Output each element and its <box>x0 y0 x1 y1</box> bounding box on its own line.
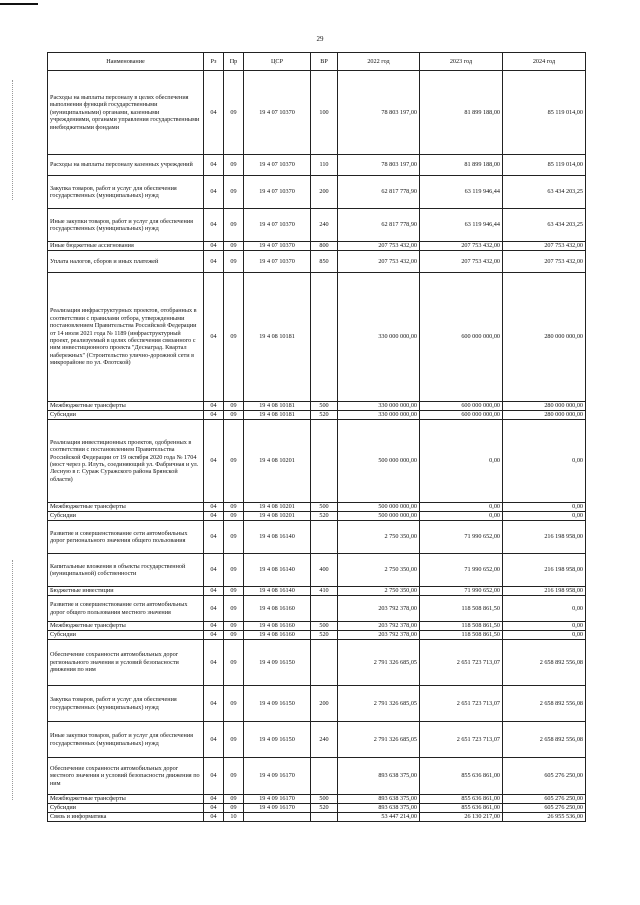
budget-table <box>47 52 586 822</box>
column-header-rz: Рз <box>204 53 224 71</box>
row-name: Развитие и совершенствование сети автомобильных дорог регионального значения общего пользования <box>48 521 204 554</box>
row-vr: 520 <box>311 631 338 640</box>
row-amount-2023: 855 636 861,00 <box>420 795 503 804</box>
row-amount-2022: 500 000 000,00 <box>338 512 420 521</box>
table-row <box>48 155 586 176</box>
table-row <box>48 411 586 420</box>
row-name: Межбюджетные трансферты <box>48 503 204 512</box>
table-row <box>48 176 586 209</box>
row-amount-2024: 207 753 432,00 <box>503 251 586 273</box>
row-amount-2022: 2 750 350,00 <box>338 554 420 587</box>
table-row <box>48 795 586 804</box>
row-name: Уплата налогов, сборов и иных платежей <box>48 251 204 273</box>
row-amount-2024: 26 955 536,00 <box>503 813 586 822</box>
row-name: Субсидии <box>48 631 204 640</box>
row-rz: 04 <box>204 411 224 420</box>
row-rz: 04 <box>204 640 224 686</box>
row-amount-2024: 85 119 014,00 <box>503 155 586 176</box>
row-vr: 500 <box>311 622 338 631</box>
row-amount-2022: 53 447 214,00 <box>338 813 420 822</box>
row-amount-2024: 605 276 250,00 <box>503 795 586 804</box>
row-amount-2024: 63 434 203,25 <box>503 176 586 209</box>
table-row <box>48 503 586 512</box>
row-pr: 09 <box>224 176 244 209</box>
row-amount-2023: 2 651 723 713,07 <box>420 686 503 722</box>
row-amount-2024: 2 658 892 556,08 <box>503 722 586 758</box>
column-header-2023: 2023 год <box>420 53 503 71</box>
column-header-vr: ВР <box>311 53 338 71</box>
table-row <box>48 402 586 411</box>
row-vr <box>311 813 338 822</box>
row-name: Капитальные вложения в объекты государственной (муниципальной) собственности <box>48 554 204 587</box>
table-row <box>48 758 586 795</box>
row-csr: 19 4 09 16150 <box>244 640 311 686</box>
row-amount-2022: 893 638 375,00 <box>338 758 420 795</box>
row-rz: 04 <box>204 402 224 411</box>
row-amount-2023: 118 508 861,50 <box>420 622 503 631</box>
table-row <box>48 521 586 554</box>
header-row <box>48 53 586 71</box>
row-name: Межбюджетные трансферты <box>48 622 204 631</box>
row-pr: 09 <box>224 420 244 503</box>
row-pr: 09 <box>224 155 244 176</box>
row-name: Иные бюджетные ассигнования <box>48 242 204 251</box>
row-csr: 19 4 08 16140 <box>244 521 311 554</box>
row-name: Расходы на выплаты персоналу в целях обеспечения выполнения функций государственными (муниципальными) органами, казенными учреждениями, органами управления государственными внебюджетными фондами <box>48 71 204 155</box>
row-amount-2022: 62 817 778,90 <box>338 209 420 242</box>
row-amount-2023: 207 753 432,00 <box>420 251 503 273</box>
row-pr: 10 <box>224 813 244 822</box>
row-amount-2022: 62 817 778,90 <box>338 176 420 209</box>
row-vr: 240 <box>311 209 338 242</box>
column-header-2024: 2024 год <box>503 53 586 71</box>
row-amount-2024: 0,00 <box>503 631 586 640</box>
row-amount-2024: 0,00 <box>503 503 586 512</box>
row-csr: 19 4 07 10370 <box>244 155 311 176</box>
row-amount-2022: 207 753 432,00 <box>338 251 420 273</box>
row-csr: 19 4 08 10181 <box>244 402 311 411</box>
row-csr: 19 4 08 10201 <box>244 512 311 521</box>
row-amount-2024: 280 000 000,00 <box>503 402 586 411</box>
row-vr: 850 <box>311 251 338 273</box>
row-amount-2022: 330 000 000,00 <box>338 411 420 420</box>
row-csr: 19 4 07 10370 <box>244 176 311 209</box>
page-number: 29 <box>316 35 324 43</box>
row-amount-2022: 2 791 326 685,05 <box>338 722 420 758</box>
row-vr <box>311 420 338 503</box>
row-amount-2024: 0,00 <box>503 420 586 503</box>
row-pr: 09 <box>224 273 244 402</box>
row-name: Расходы на выплаты персоналу казенных учреждений <box>48 155 204 176</box>
row-pr: 09 <box>224 795 244 804</box>
row-amount-2023: 0,00 <box>420 512 503 521</box>
row-pr: 09 <box>224 622 244 631</box>
row-vr: 400 <box>311 554 338 587</box>
row-amount-2022: 78 803 197,00 <box>338 155 420 176</box>
row-amount-2022: 203 792 378,00 <box>338 622 420 631</box>
row-rz: 04 <box>204 273 224 402</box>
row-vr <box>311 758 338 795</box>
row-pr: 09 <box>224 71 244 155</box>
row-rz: 04 <box>204 587 224 596</box>
row-amount-2024: 2 658 892 556,08 <box>503 686 586 722</box>
row-rz: 04 <box>204 686 224 722</box>
row-vr: 110 <box>311 155 338 176</box>
row-name: Закупка товаров, работ и услуг для обеспечения государственных (муниципальных) нужд <box>48 176 204 209</box>
row-vr: 200 <box>311 176 338 209</box>
row-amount-2024: 63 434 203,25 <box>503 209 586 242</box>
row-vr: 500 <box>311 503 338 512</box>
table-row <box>48 722 586 758</box>
row-amount-2022: 893 638 375,00 <box>338 804 420 813</box>
row-amount-2023: 855 636 861,00 <box>420 804 503 813</box>
row-amount-2024: 280 000 000,00 <box>503 411 586 420</box>
table-row <box>48 512 586 521</box>
row-rz: 04 <box>204 251 224 273</box>
row-pr: 09 <box>224 554 244 587</box>
row-name: Связь и информатика <box>48 813 204 822</box>
row-amount-2023: 63 119 946,44 <box>420 209 503 242</box>
corner-mark <box>0 3 38 5</box>
table-row <box>48 631 586 640</box>
row-pr: 09 <box>224 503 244 512</box>
row-pr: 09 <box>224 251 244 273</box>
row-csr <box>244 813 311 822</box>
row-amount-2024: 2 658 892 556,08 <box>503 640 586 686</box>
row-amount-2023: 600 000 000,00 <box>420 411 503 420</box>
table-row <box>48 622 586 631</box>
row-amount-2022: 893 638 375,00 <box>338 795 420 804</box>
row-name: Закупка товаров, работ и услуг для обеспечения государственных (муниципальных) нужд <box>48 686 204 722</box>
row-rz: 04 <box>204 242 224 251</box>
row-pr: 09 <box>224 596 244 622</box>
row-pr: 09 <box>224 804 244 813</box>
table-row <box>48 242 586 251</box>
row-vr <box>311 596 338 622</box>
row-amount-2024: 0,00 <box>503 622 586 631</box>
row-pr: 09 <box>224 640 244 686</box>
row-csr: 19 4 07 10370 <box>244 251 311 273</box>
table-row <box>48 71 586 155</box>
row-amount-2022: 2 750 350,00 <box>338 587 420 596</box>
row-rz: 04 <box>204 554 224 587</box>
row-amount-2023: 0,00 <box>420 503 503 512</box>
column-header-2022: 2022 год <box>338 53 420 71</box>
row-amount-2022: 2 791 326 685,05 <box>338 640 420 686</box>
row-amount-2023: 118 508 861,50 <box>420 596 503 622</box>
row-amount-2022: 207 753 432,00 <box>338 242 420 251</box>
row-amount-2022: 203 792 378,00 <box>338 631 420 640</box>
row-vr: 410 <box>311 587 338 596</box>
row-amount-2024: 0,00 <box>503 596 586 622</box>
row-csr: 19 4 09 16170 <box>244 758 311 795</box>
row-csr: 19 4 08 10201 <box>244 420 311 503</box>
row-amount-2024: 280 000 000,00 <box>503 273 586 402</box>
row-name: Иные закупки товаров, работ и услуг для обеспечения государственных (муниципальных) нужд <box>48 722 204 758</box>
row-name: Межбюджетные трансферты <box>48 402 204 411</box>
row-vr: 520 <box>311 411 338 420</box>
row-vr: 800 <box>311 242 338 251</box>
row-vr: 200 <box>311 686 338 722</box>
row-amount-2024: 216 198 958,00 <box>503 521 586 554</box>
table-row <box>48 686 586 722</box>
row-vr <box>311 640 338 686</box>
row-amount-2024: 605 276 250,00 <box>503 804 586 813</box>
row-amount-2022: 203 792 378,00 <box>338 596 420 622</box>
row-vr: 500 <box>311 402 338 411</box>
row-pr: 09 <box>224 686 244 722</box>
row-amount-2022: 500 000 000,00 <box>338 420 420 503</box>
table-row <box>48 251 586 273</box>
row-pr: 09 <box>224 402 244 411</box>
row-name: Обеспечение сохранности автомобильных дорог регионального значения и условий безопасности движения по ним <box>48 640 204 686</box>
row-amount-2024: 605 276 250,00 <box>503 758 586 795</box>
row-amount-2022: 2 750 350,00 <box>338 521 420 554</box>
row-amount-2023: 81 899 188,00 <box>420 155 503 176</box>
row-csr: 19 4 08 10181 <box>244 411 311 420</box>
column-header-csr: ЦСР <box>244 53 311 71</box>
row-vr <box>311 273 338 402</box>
row-amount-2022: 500 000 000,00 <box>338 503 420 512</box>
row-rz: 04 <box>204 155 224 176</box>
binding-dots <box>12 80 15 200</box>
table-row <box>48 420 586 503</box>
row-vr <box>311 521 338 554</box>
row-rz: 04 <box>204 596 224 622</box>
row-amount-2023: 855 636 861,00 <box>420 758 503 795</box>
row-csr: 19 4 08 10181 <box>244 273 311 402</box>
table-row <box>48 813 586 822</box>
row-vr: 240 <box>311 722 338 758</box>
row-csr: 19 4 09 16150 <box>244 722 311 758</box>
row-rz: 04 <box>204 813 224 822</box>
row-amount-2024: 0,00 <box>503 512 586 521</box>
column-header-name: Наименование <box>48 53 204 71</box>
row-amount-2022: 330 000 000,00 <box>338 273 420 402</box>
row-name: Обеспечение сохранности автомобильных дорог местного значения и условий безопасности движения по ним <box>48 758 204 795</box>
row-csr: 19 4 08 16140 <box>244 554 311 587</box>
row-pr: 09 <box>224 521 244 554</box>
row-rz: 04 <box>204 631 224 640</box>
table-row <box>48 804 586 813</box>
row-amount-2024: 216 198 958,00 <box>503 554 586 587</box>
row-name: Субсидии <box>48 411 204 420</box>
row-pr: 09 <box>224 758 244 795</box>
row-rz: 04 <box>204 795 224 804</box>
row-amount-2024: 207 753 432,00 <box>503 242 586 251</box>
row-pr: 09 <box>224 411 244 420</box>
row-pr: 09 <box>224 722 244 758</box>
row-csr: 19 4 08 16160 <box>244 596 311 622</box>
row-pr: 09 <box>224 209 244 242</box>
row-amount-2023: 63 119 946,44 <box>420 176 503 209</box>
row-amount-2023: 118 508 861,50 <box>420 631 503 640</box>
row-amount-2022: 2 791 326 685,05 <box>338 686 420 722</box>
column-header-pr: Пр <box>224 53 244 71</box>
row-rz: 04 <box>204 71 224 155</box>
row-csr: 19 4 08 16140 <box>244 587 311 596</box>
row-csr: 19 4 07 10370 <box>244 242 311 251</box>
row-csr: 19 4 07 10370 <box>244 71 311 155</box>
row-amount-2023: 71 990 652,00 <box>420 587 503 596</box>
row-rz: 04 <box>204 503 224 512</box>
row-name: Реализация инфраструктурных проектов, отобранных в соответствии с правилами отбора, утвержденными постановлением Правительства Российской Федерации от 14 июля 2021 года № 1189 (инфраструктурный проект, реализуемый в целях обеспечения связанного с ним инвестиционного проекта "Деснаград. Квартал набережных" (Строительство улично-дорожной сети в микрорайоне по ул. Флотской) <box>48 273 204 402</box>
table-row <box>48 273 586 402</box>
row-pr: 09 <box>224 631 244 640</box>
row-amount-2024: 85 119 014,00 <box>503 71 586 155</box>
row-rz: 04 <box>204 804 224 813</box>
row-pr: 09 <box>224 242 244 251</box>
row-amount-2023: 81 899 188,00 <box>420 71 503 155</box>
row-rz: 04 <box>204 521 224 554</box>
row-name: Реализация инвестиционных проектов, одобренных в соответствии с постановлением Правительства Российской Федерации от 19 октября 2020 года № 1704 (мост через р. Илуть, соединяющий ул. Фабричная и ул. Лесную в г. Сураж Суражского района Брянской области) <box>48 420 204 503</box>
row-amount-2023: 2 651 723 713,07 <box>420 722 503 758</box>
row-rz: 04 <box>204 622 224 631</box>
row-rz: 04 <box>204 209 224 242</box>
row-rz: 04 <box>204 512 224 521</box>
row-amount-2023: 600 000 000,00 <box>420 273 503 402</box>
row-amount-2023: 26 130 217,00 <box>420 813 503 822</box>
row-name: Субсидии <box>48 804 204 813</box>
row-vr: 100 <box>311 71 338 155</box>
row-csr: 19 4 09 16150 <box>244 686 311 722</box>
row-amount-2023: 207 753 432,00 <box>420 242 503 251</box>
row-amount-2023: 600 000 000,00 <box>420 402 503 411</box>
row-amount-2022: 330 000 000,00 <box>338 402 420 411</box>
row-name: Иные закупки товаров, работ и услуг для обеспечения государственных (муниципальных) нужд <box>48 209 204 242</box>
row-pr: 09 <box>224 587 244 596</box>
row-name: Субсидии <box>48 512 204 521</box>
row-vr: 520 <box>311 512 338 521</box>
row-vr: 520 <box>311 804 338 813</box>
row-name: Межбюджетные трансферты <box>48 795 204 804</box>
row-name: Бюджетные инвестиции <box>48 587 204 596</box>
binding-dots <box>12 560 15 800</box>
row-rz: 04 <box>204 758 224 795</box>
table-row <box>48 640 586 686</box>
row-vr: 500 <box>311 795 338 804</box>
row-rz: 04 <box>204 722 224 758</box>
table-row <box>48 554 586 587</box>
row-rz: 04 <box>204 176 224 209</box>
row-amount-2023: 0,00 <box>420 420 503 503</box>
row-amount-2023: 71 990 652,00 <box>420 521 503 554</box>
row-csr: 19 4 08 10201 <box>244 503 311 512</box>
row-csr: 19 4 09 16170 <box>244 795 311 804</box>
row-amount-2022: 78 803 197,00 <box>338 71 420 155</box>
row-pr: 09 <box>224 512 244 521</box>
table-row <box>48 587 586 596</box>
row-rz: 04 <box>204 420 224 503</box>
table-row <box>48 209 586 242</box>
row-amount-2023: 2 651 723 713,07 <box>420 640 503 686</box>
row-csr: 19 4 08 16160 <box>244 622 311 631</box>
table-row <box>48 596 586 622</box>
row-amount-2024: 216 198 958,00 <box>503 587 586 596</box>
row-csr: 19 4 07 10370 <box>244 209 311 242</box>
row-csr: 19 4 08 16160 <box>244 631 311 640</box>
row-name: Развитие и совершенствование сети автомобильных дорог общего пользования местного значения <box>48 596 204 622</box>
row-csr: 19 4 09 16170 <box>244 804 311 813</box>
row-amount-2023: 71 990 652,00 <box>420 554 503 587</box>
